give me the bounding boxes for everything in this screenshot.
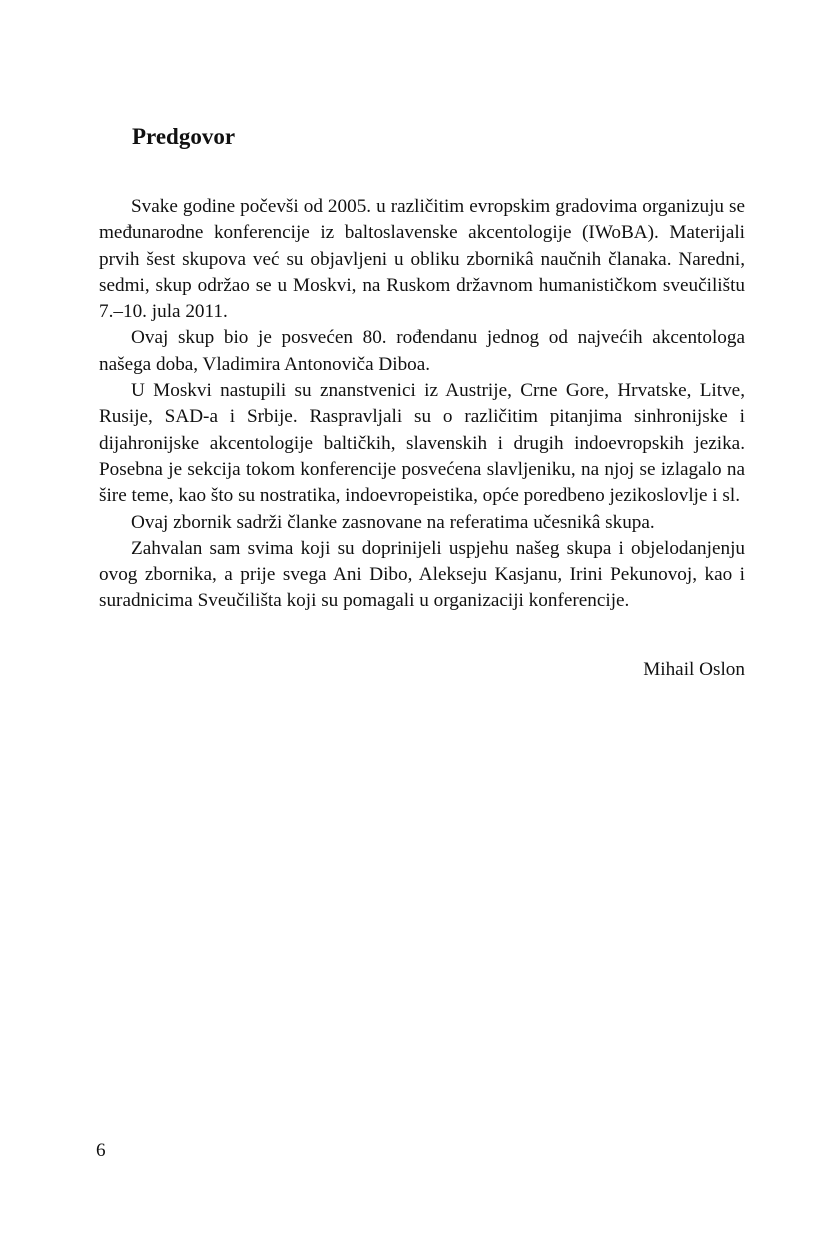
page-title: Predgovor — [132, 124, 236, 149]
preface-body — [99, 194, 745, 615]
paragraph-1: Svake godine počevši od 2005. u različitim evropskim gradovima organizuju se međunarodne konferencije iz baltoslavenske akcentologije (IWoBA). Materijali prvih šest skupova već su objavljeni u obliku zbornikâ naučnih članaka. Naredni, sedmi, skup održao se u Moskvi, na Ruskom državnom humanističkom sveučilištu 7.–10. jula 2011. — [99, 196, 745, 323]
paragraph-5: Zahvalan sam svima koji su doprinijeli uspjehu našeg skupa i objelodanjenju ovog zbornika, a prije svega Ani Dibo, Alekseju Kasjanu, Irini Pekunovoj, kao i suradnicima Sveučilišta koji su pomagali u organizaciji konferencije. — [99, 537, 745, 612]
paragraph-2: Ovaj skup bio je posvećen 80. rođendanu jednog od najvećih akcentologa našega doba, Vladimira Antonoviča Diboa. — [99, 327, 745, 375]
page-number: 6 — [96, 1140, 106, 1161]
paragraph-3: U Moskvi nastupili su znanstvenici iz Austrije, Crne Gore, Hrvatske, Litve, Rusije, SAD-a i Srbije. Raspravljali su o različitim pitanjima sinhronijske i dijahronijske akcentologije baltičkih, slavenskih i drugih indoevropskih jezika. Posebna je sekcija tokom konferencije posvećena slavljeniku, na njoj se izlagalo na šire teme, kao što su nostratika, indoevropeistika, opće poredbeno jezikoslovlje i sl. — [99, 380, 745, 507]
author-signature: Mihail Oslon — [643, 659, 745, 680]
paragraph-4: Ovaj zbornik sadrži članke zasnovane na referatima učesnikâ skupa. — [131, 511, 655, 533]
